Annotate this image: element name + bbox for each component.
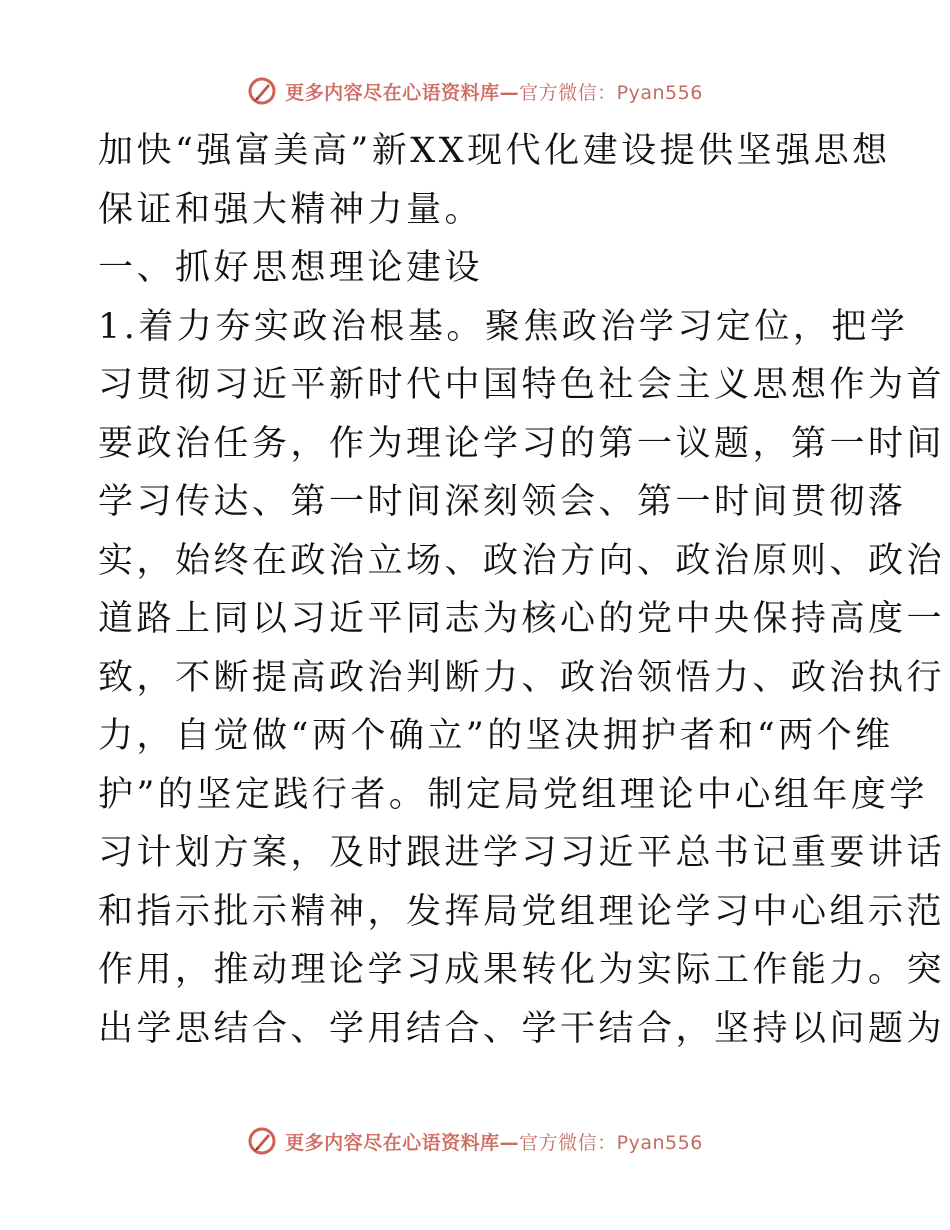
quill-logo-icon [247, 76, 277, 106]
paragraph-line: 出学思结合、学用结合、学干结合，坚持以问题为 [98, 1008, 946, 1049]
paragraph-line: 习计划方案，及时跟进学习习近平总书记重要讲话 [98, 833, 946, 873]
paragraph-line: 学习传达、第一时间深刻领会、第一时间贯彻落 [98, 482, 907, 522]
paragraph-line: 实，始终在政治立场、政治方向、政治原则、政治 [98, 540, 946, 581]
quill-logo-icon [247, 1126, 277, 1156]
paragraph-line: 道路上同以习近平同志为核心的党中央保持高度一 [98, 599, 946, 639]
paragraph-line: 力，自觉做“两个确立”的坚决拥护者和“两个维 [98, 716, 894, 756]
watermark-text: 更多内容尽在心语资料库—官方微信：Pyan556 [285, 1131, 703, 1154]
watermark-text: 更多内容尽在心语资料库—官方微信：Pyan556 [285, 81, 703, 104]
paragraph-line: 作用，推动理论学习成果转化为实际工作能力。突 [98, 950, 946, 990]
paragraph-line: 1.着力夯实政治根基。聚焦政治学习定位，把学 [98, 306, 909, 347]
paragraph-line: 习贯彻习近平新时代中国特色社会主义思想作为首 [98, 365, 946, 405]
paragraph-line: 和指示批示精神，发挥局党组理论学习中心组示范 [98, 891, 946, 932]
header-watermark [0, 71, 950, 111]
footer-watermark [0, 1121, 950, 1161]
section-heading: 一、抓好思想理论建设 [98, 248, 484, 288]
intro-line: 保证和强大精神力量。 [98, 189, 484, 230]
paragraph-line: 要政治任务，作为理论学习的第一议题，第一时间 [98, 423, 946, 464]
paragraph-line: 致，不断提高政治判断力、政治领悟力、政治执行 [98, 657, 946, 698]
paragraph-line: 护”的坚定践行者。制定局党组理论中心组年度学 [98, 774, 928, 815]
document-body [98, 122, 946, 1058]
intro-line: 加快“强富美高”新XX现代化建设提供坚强思想 [98, 131, 891, 171]
